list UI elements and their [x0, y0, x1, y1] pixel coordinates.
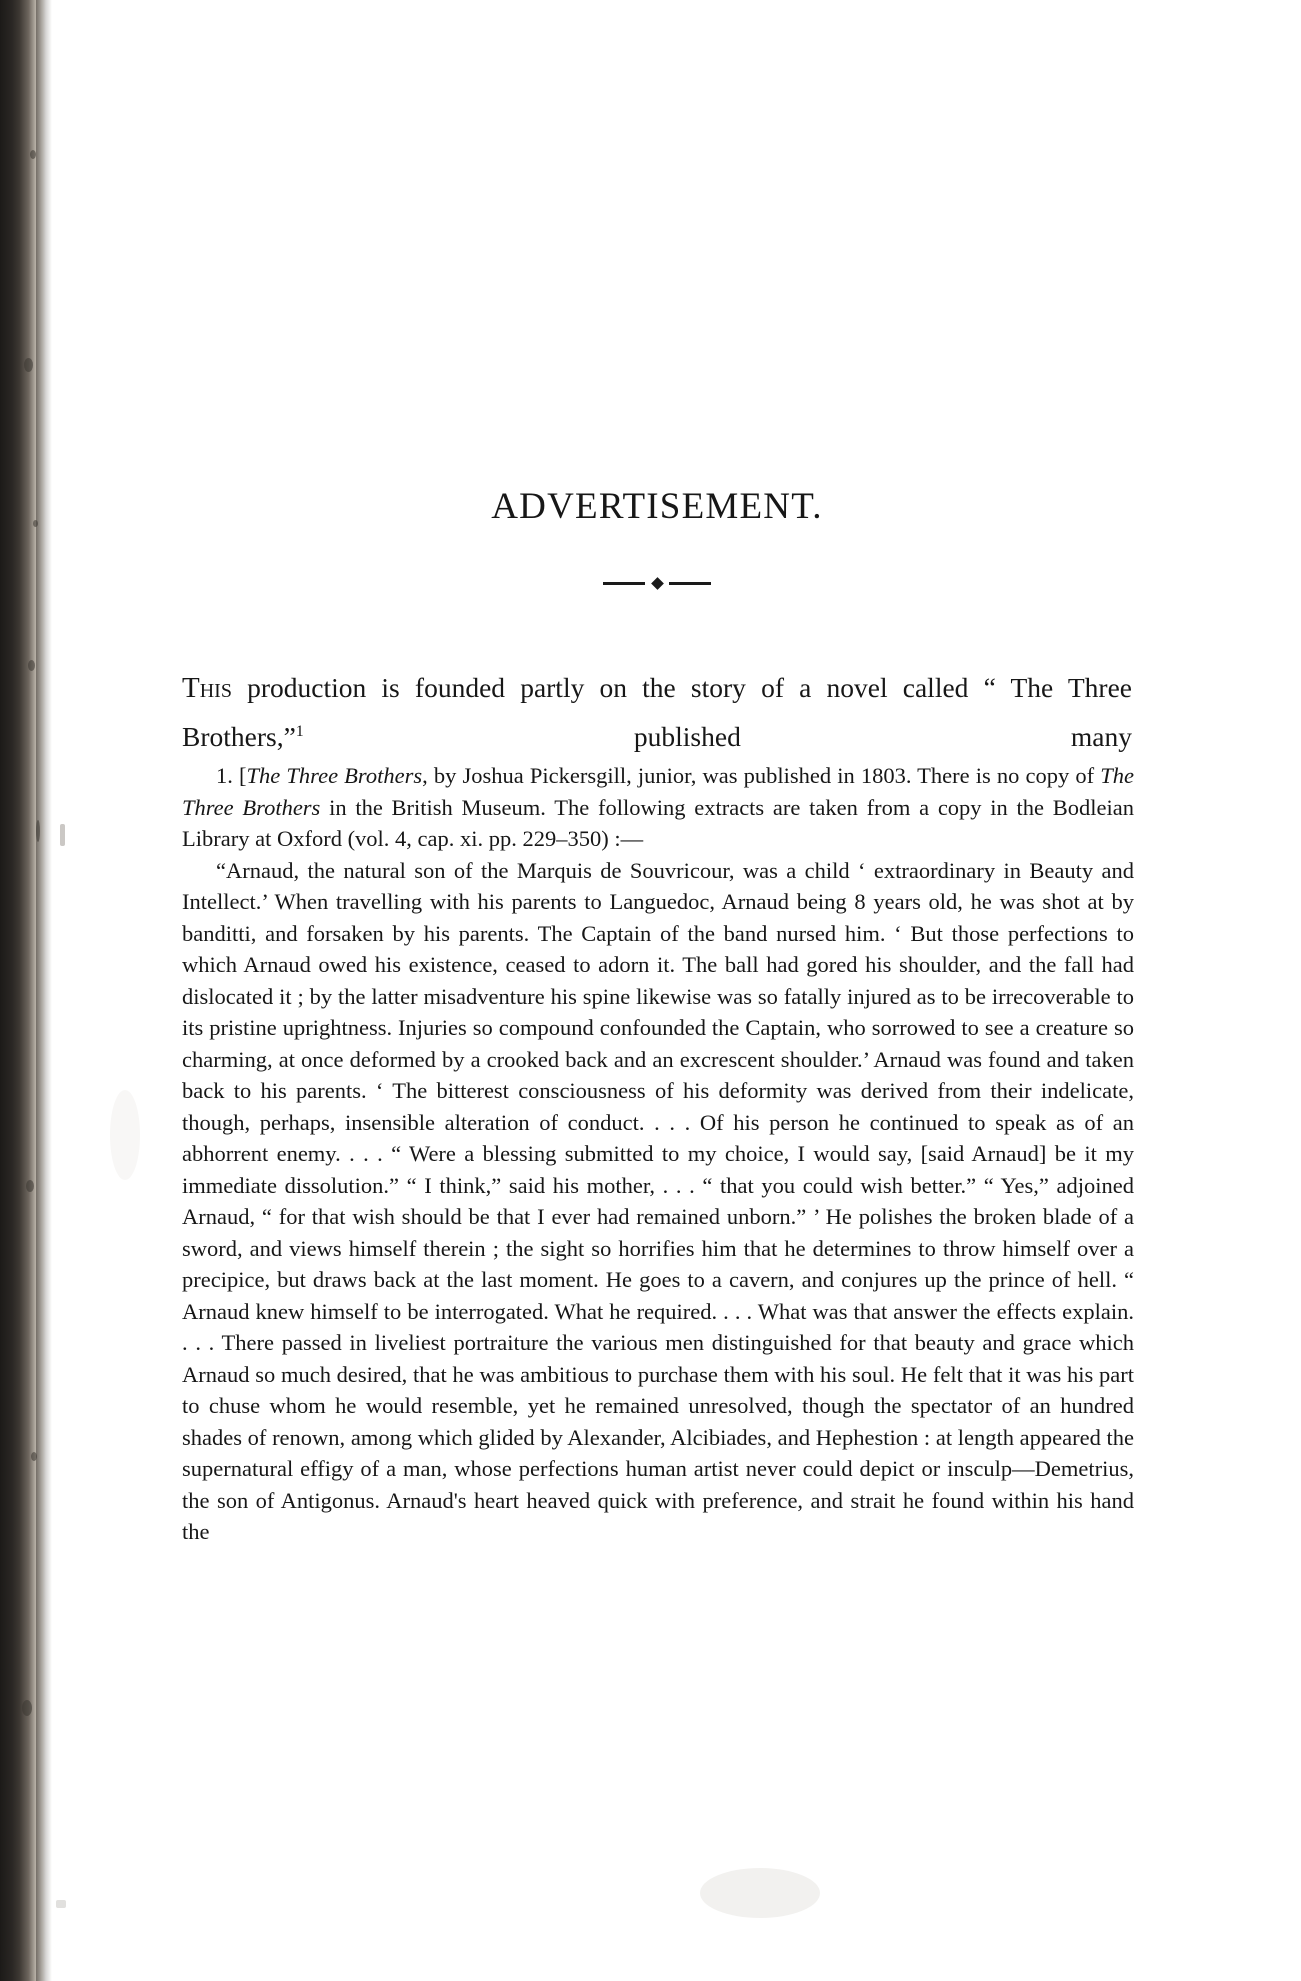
opening-paragraph	[182, 666, 1132, 759]
scan-edge-gradient	[36, 0, 52, 1981]
footnote-marker: 1	[295, 722, 304, 740]
footnote-title-italic-1: The Three Brothers	[246, 763, 423, 788]
small-caps-opening: This	[182, 671, 232, 704]
footnote-text-1c: in the British Museum. The following extracts are taken from a copy in the Bodleian Library at Oxford (vol. 4, cap. xi. pp. 229–350) :—	[182, 794, 1135, 851]
paper-blotch	[110, 1090, 140, 1180]
margin-smudge	[60, 824, 65, 846]
margin-smudge	[56, 1900, 66, 1908]
scan-binding-edge	[0, 0, 46, 1981]
footnote-title-italic-2: The Three Brothers	[182, 763, 1135, 820]
footnote-number: 1.	[216, 763, 233, 788]
footnote-bracket-open: [	[239, 763, 247, 788]
opening-paragraph-text-end: published many	[303, 720, 1132, 752]
opening-paragraph-text: production is founded partly on the story of a novel called “ The Three Brothers,”	[182, 671, 1132, 752]
footnote-text-1b: , by Joshua Pickersgill, junior, was published in 1803. There is no copy of	[422, 763, 1101, 788]
page-title: ADVERTISEMENT.	[491, 486, 823, 527]
footnote-paragraph-1	[182, 760, 1134, 855]
paper-blotch	[700, 1868, 820, 1918]
footnote-block	[182, 760, 1134, 1548]
divider-ornament	[603, 577, 711, 589]
footnote-paragraph-2: “Arnaud, the natural son of the Marquis de Souvricour, was a child ‘ extraordinary in Beauty and Intellect.’ When travelling with his parents to Languedoc, Arnaud being 8 years old, he was shot at by banditti, and forsaken by his parents. The Captain of the band nursed him. ‘ But those perfections to which Arnaud owed his existence, ceased to adorn it. The ball had gored his shoulder, and the fall had dislocated it ; by the latter misadventure his spine likewise was so fatally injured as to be irrecoverable to its pristine uprightness. Injuries so compound confounded the Captain, who sorrowed to see a creature so charming, at once deformed by a crooked back and an excrescent shoulder.’ Arnaud was found and taken back to his parents. ‘ The bitterest consciousness of his deformity was derived from their indelicate, though, perhaps, insensible alteration of conduct. . . . Of his person he continued to speak as of an abhorrent enemy. . . . “ Were a blessing submitted to my choice, I would say, [said Arnaud] be it my immediate dissolution.” “ I think,” said his mother, . . . “ that you could wish better.” “ Yes,” adjoined Arnaud, “ for that wish should be that I ever had remained unborn.” ’ He polishes the broken blade of a sword, and views himself therein ; the sight so horrifies him that he determines to throw himself over a precipice, but draws back at the last moment. He goes to a cavern, and conjures up the prince of hell. “ Arnaud knew himself to be interrogated. What he required. . . . What was that answer the effects explain. . . . There passed in liveliest portraiture the various men distinguished for that beauty and grace which Arnaud so much desired, that he was ambitious to purchase them with his soul. He felt that it was his part to chuse whom he would resemble, yet he remained unresolved, though the spectator of an hundred shades of renown, among which glided by Alexander, Alcibiades, and Hephestion : at length appeared the supernatural effigy of a man, whose perfections human artist never could depict or insculp—Demetrius, the son of Antigonus. Arnaud's heart heaved quick with preference, and strait he found within his hand the	[182, 857, 1134, 1544]
